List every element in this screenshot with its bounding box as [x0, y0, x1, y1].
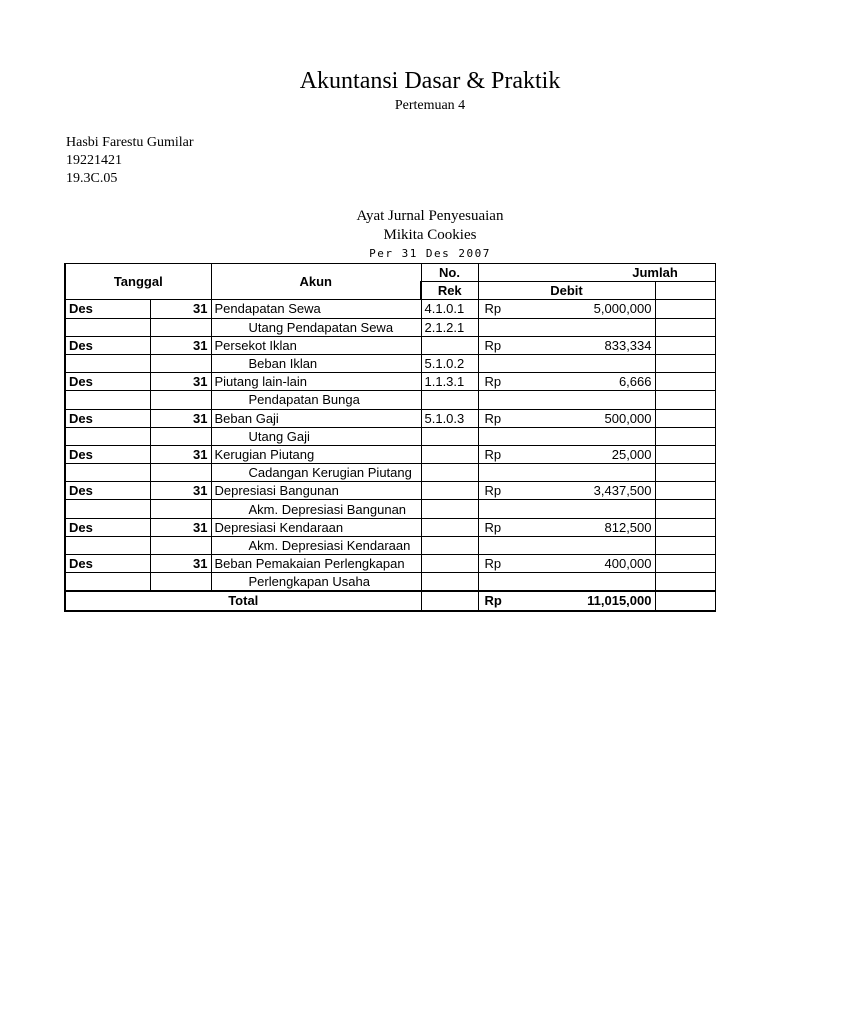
credit-amount-empty: [655, 427, 715, 445]
debit-ref: 5.1.0.3: [421, 409, 478, 427]
credit-amount: [655, 518, 715, 536]
date-day-empty: [150, 354, 211, 372]
journal-credit-row: [65, 536, 715, 554]
debit-account: Depresiasi Kendaraan: [211, 518, 421, 536]
journal-period: Per 31 Des 2007: [369, 247, 491, 260]
date-month-empty: [65, 500, 150, 518]
credit-amount-empty: [655, 391, 715, 409]
debit-amount-cell: [478, 373, 655, 391]
student-class: 19.3C.05: [66, 171, 118, 186]
total-ref-empty: [421, 591, 478, 610]
journal-credit-row: [65, 318, 715, 336]
credit-ref: [421, 500, 478, 518]
credit-account: Utang Pendapatan Sewa: [211, 318, 421, 336]
credit-ref: [421, 427, 478, 445]
debit-ref: [421, 336, 478, 354]
date-month: Des: [65, 336, 150, 354]
debit-amount: 500,000: [604, 410, 652, 426]
credit-ref: 5.1.0.2: [421, 354, 478, 372]
credit-ref: [421, 464, 478, 482]
total-amount: 11,015,000: [587, 593, 652, 609]
date-day: 31: [150, 300, 211, 318]
journal-credit-row: [65, 354, 715, 372]
credit-amount-empty: [655, 354, 715, 372]
credit-amount: [655, 336, 715, 354]
date-month-empty: [65, 427, 150, 445]
credit-account: Perlengkapan Usaha: [211, 573, 421, 592]
credit-ref: 2.1.2.1: [421, 318, 478, 336]
debit-amount: 833,334: [604, 337, 652, 353]
header-row: [65, 264, 715, 282]
date-day-empty: [150, 536, 211, 554]
credit-amount: [655, 482, 715, 500]
date-day-empty: [150, 464, 211, 482]
date-month: Des: [65, 300, 150, 318]
debit-account: Kerugian Piutang: [211, 445, 421, 463]
credit-account: Akm. Depresiasi Kendaraan: [211, 536, 421, 554]
date-month: Des: [65, 409, 150, 427]
debit-ref: [421, 482, 478, 500]
date-day-empty: [150, 427, 211, 445]
credit-amount: [655, 445, 715, 463]
debit-account: Depresiasi Bangunan: [211, 482, 421, 500]
journal-credit-row: [65, 427, 715, 445]
document-title: Akuntansi Dasar & Praktik: [299, 68, 561, 94]
debit-ref: [421, 445, 478, 463]
debit-amount-cell: [478, 518, 655, 536]
credit-account: Beban Iklan: [211, 354, 421, 372]
date-day-empty: [150, 573, 211, 592]
journal-credit-row: [65, 500, 715, 518]
company-name: Mikita Cookies: [383, 227, 477, 243]
credit-account: Akm. Depresiasi Bangunan: [211, 500, 421, 518]
date-day: 31: [150, 336, 211, 354]
debit-ref: [421, 518, 478, 536]
journal-debit-row: [65, 336, 715, 354]
credit-account: Cadangan Kerugian Piutang: [211, 464, 421, 482]
journal-credit-row: [65, 464, 715, 482]
debit-amount: 812,500: [604, 519, 652, 535]
currency-label: Rp: [484, 446, 502, 462]
debit-header: Debit: [478, 282, 655, 300]
debit-amount: 25,000: [611, 446, 652, 462]
debit-amount-cell: [478, 555, 655, 573]
date-month-empty: [65, 391, 150, 409]
journal-sheet: [64, 263, 678, 615]
credit-header: [655, 282, 715, 300]
currency-label: Rp: [484, 556, 502, 572]
journal-debit-row: [65, 555, 715, 573]
date-month: Des: [65, 482, 150, 500]
date-month-empty: [65, 573, 150, 592]
date-month-empty: [65, 318, 150, 336]
date-month: Des: [65, 445, 150, 463]
debit-account: Beban Gaji: [211, 409, 421, 427]
debit-amount-cell: [478, 445, 655, 463]
debit-amount-empty: [478, 391, 655, 409]
journal-credit-row: [65, 391, 715, 409]
credit-amount: [655, 555, 715, 573]
credit-amount-empty: [655, 573, 715, 592]
debit-account: Pendapatan Sewa: [211, 300, 421, 318]
credit-ref: [421, 536, 478, 554]
debit-amount-cell: [478, 482, 655, 500]
debit-amount: 400,000: [604, 556, 652, 572]
date-month: Des: [65, 555, 150, 573]
date-day: 31: [150, 373, 211, 391]
credit-amount-empty: [655, 318, 715, 336]
debit-amount-empty: [478, 536, 655, 554]
credit-account: Utang Gaji: [211, 427, 421, 445]
debit-amount-empty: [478, 427, 655, 445]
date-month-empty: [65, 536, 150, 554]
debit-amount-empty: [478, 573, 655, 592]
student-name: Hasbi Farestu Gumilar: [66, 135, 194, 150]
rek-header: Rek: [421, 282, 478, 300]
debit-amount: 5,000,000: [593, 301, 652, 317]
date-day: 31: [150, 555, 211, 573]
credit-amount: [655, 409, 715, 427]
credit-amount: [655, 300, 715, 318]
currency-label: Rp: [484, 410, 502, 426]
debit-amount-cell: [478, 300, 655, 318]
credit-amount-empty: [655, 464, 715, 482]
document-subtitle: Pertemuan 4: [394, 98, 466, 113]
total-row: [65, 591, 715, 610]
debit-account: Piutang lain-lain: [211, 373, 421, 391]
student-id: 19221421: [66, 153, 122, 168]
currency-label: Rp: [484, 483, 502, 499]
total-label: Total: [65, 591, 421, 610]
date-month-empty: [65, 464, 150, 482]
credit-amount: [655, 373, 715, 391]
debit-amount-empty: [478, 318, 655, 336]
date-day-empty: [150, 500, 211, 518]
currency-label: Rp: [484, 337, 502, 353]
total-currency: Rp: [484, 593, 502, 609]
date-day-empty: [150, 318, 211, 336]
debit-amount-cell: [478, 336, 655, 354]
tanggal-header: Tanggal: [65, 264, 211, 300]
date-month: Des: [65, 373, 150, 391]
currency-label: Rp: [484, 301, 502, 317]
credit-amount-empty: [655, 536, 715, 554]
debit-account: Persekot Iklan: [211, 336, 421, 354]
date-month: Des: [65, 518, 150, 536]
date-month-empty: [65, 354, 150, 372]
debit-ref: [421, 555, 478, 573]
debit-amount-empty: [478, 500, 655, 518]
currency-label: Rp: [484, 374, 502, 390]
total-amount-cell: [478, 591, 655, 610]
debit-amount: 6,666: [618, 374, 652, 390]
date-day: 31: [150, 409, 211, 427]
date-day: 31: [150, 445, 211, 463]
journal-debit-row: [65, 300, 715, 318]
no-header: No.: [421, 264, 478, 282]
journal-title: Ayat Jurnal Penyesuaian: [356, 208, 504, 224]
date-day: 31: [150, 518, 211, 536]
credit-account: Pendapatan Bunga: [211, 391, 421, 409]
journal-debit-row: [65, 409, 715, 427]
akun-header: Akun: [211, 264, 421, 300]
credit-ref: [421, 573, 478, 592]
debit-account: Beban Pemakaian Perlengkapan: [211, 555, 421, 573]
journal-credit-row: [65, 573, 715, 592]
jumlah-header: Jumlah: [478, 264, 715, 282]
date-day-empty: [150, 391, 211, 409]
debit-amount-empty: [478, 464, 655, 482]
debit-ref: 1.1.3.1: [421, 373, 478, 391]
date-day: 31: [150, 482, 211, 500]
journal-debit-row: [65, 373, 715, 391]
credit-ref: [421, 391, 478, 409]
journal-table: [64, 263, 716, 612]
debit-amount-empty: [478, 354, 655, 372]
journal-debit-row: [65, 518, 715, 536]
currency-label: Rp: [484, 519, 502, 535]
journal-debit-row: [65, 482, 715, 500]
debit-amount: 3,437,500: [593, 483, 652, 499]
debit-amount-cell: [478, 409, 655, 427]
debit-ref: 4.1.0.1: [421, 300, 478, 318]
journal-debit-row: [65, 445, 715, 463]
total-credit-empty: [655, 591, 715, 610]
credit-amount-empty: [655, 500, 715, 518]
